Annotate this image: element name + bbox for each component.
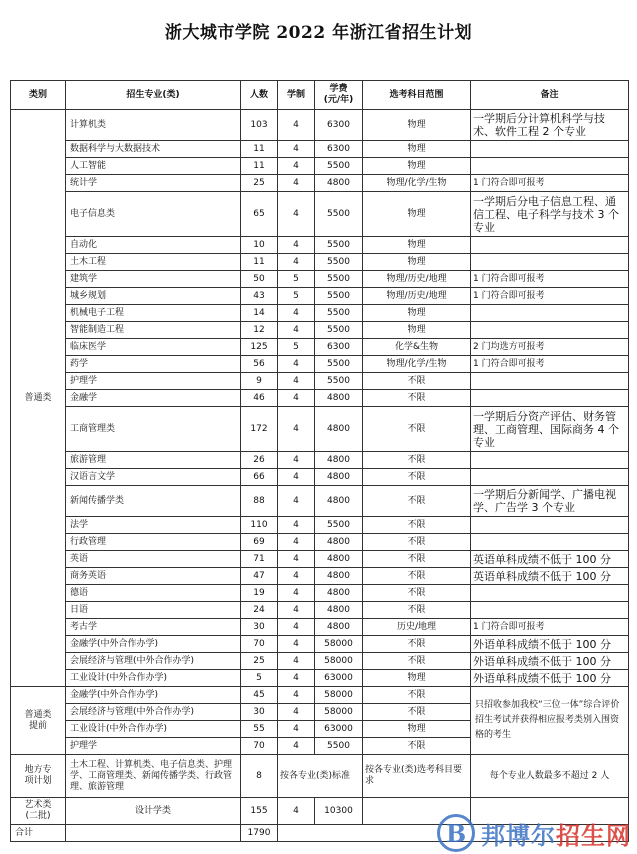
count-cell: 47: [241, 568, 278, 585]
major-cell: 临床医学: [66, 339, 241, 356]
major-cell: 法学: [66, 517, 241, 534]
note-cell: 外语单科成绩不低于 100 分: [471, 653, 629, 670]
note-cell: 1 门符合即可报考: [471, 619, 629, 636]
fee-cell: 58000: [315, 636, 363, 653]
count-cell: 55: [241, 721, 278, 738]
major-cell: 土木工程: [66, 254, 241, 271]
fee-cell: 5500: [315, 322, 363, 339]
note-cell: 一学期后分资产评估、财务管理、工商管理、国际商务 4 个专业: [471, 407, 629, 452]
count-cell: 69: [241, 534, 278, 551]
count-cell: 50: [241, 271, 278, 288]
note-cell: [471, 158, 629, 175]
fee-cell: 5500: [315, 237, 363, 254]
years-cell: 4: [278, 469, 315, 486]
count-cell: 12: [241, 322, 278, 339]
major-cell: 数据科学与大数据技术: [66, 141, 241, 158]
note-cell: [471, 517, 629, 534]
category-total: 合计: [11, 825, 66, 842]
table-row: [11, 254, 629, 271]
count-cell: 46: [241, 390, 278, 407]
fee-cell: 5500: [315, 517, 363, 534]
major-cell: 工业设计(中外合作办学): [66, 721, 241, 738]
fee-cell: 6300: [315, 110, 363, 141]
fee-cell: 4800: [315, 175, 363, 192]
fee-cell: 5500: [315, 192, 363, 237]
subject-cell: 物理/化学/生物: [363, 356, 471, 373]
major-cell: [66, 825, 241, 842]
table-row: [11, 551, 629, 568]
note-cell: [471, 322, 629, 339]
subject-cell: 不限: [363, 687, 471, 704]
years-cell: 4: [278, 721, 315, 738]
years-cell: 4: [278, 798, 315, 825]
fee-cell: 5500: [315, 356, 363, 373]
count-cell: 10: [241, 237, 278, 254]
table-row: [11, 175, 629, 192]
years-cell: 4: [278, 602, 315, 619]
table-row: [11, 305, 629, 322]
fee-cell: 58000: [315, 687, 363, 704]
table-row: [11, 452, 629, 469]
years-cell: 4: [278, 175, 315, 192]
major-cell: 人工智能: [66, 158, 241, 175]
note-cell: 1 门符合即可报考: [471, 288, 629, 305]
years-cell: 4: [278, 192, 315, 237]
note-cell: [471, 390, 629, 407]
years-cell: 4: [278, 141, 315, 158]
count-cell: 19: [241, 585, 278, 602]
major-cell: 金融学: [66, 390, 241, 407]
count-cell: 43: [241, 288, 278, 305]
table-row: [11, 568, 629, 585]
subject-cell: 不限: [363, 452, 471, 469]
count-cell: 8: [241, 755, 278, 798]
count-cell: 30: [241, 704, 278, 721]
subject-cell: 化学&生物: [363, 339, 471, 356]
count-cell: 70: [241, 738, 278, 755]
watermark-text: 邦博尔招生网: [481, 821, 631, 850]
subject-cell: 物理: [363, 254, 471, 271]
fee-cell: 63000: [315, 721, 363, 738]
fee-cell: 4800: [315, 568, 363, 585]
note-cell: 2 门均选方可报考: [471, 339, 629, 356]
major-cell: 商务英语: [66, 568, 241, 585]
years-cell: 4: [278, 687, 315, 704]
major-cell: 土木工程、计算机类、电子信息类、护理学、工商管理类、新闻传播学类、行政管理、旅游管理: [66, 755, 241, 798]
subject-cell: 不限: [363, 602, 471, 619]
major-cell: 金融学(中外合作办学): [66, 687, 241, 704]
subject-cell: 物理: [363, 110, 471, 141]
years-cell: 5: [278, 271, 315, 288]
note-cell: [471, 373, 629, 390]
years-cell: 4: [278, 534, 315, 551]
header-subject: 选考科目范围: [363, 81, 471, 110]
subject-cell: 不限: [363, 653, 471, 670]
header-category: 类别: [11, 81, 66, 110]
major-cell: 电子信息类: [66, 192, 241, 237]
major-cell: 护理学: [66, 738, 241, 755]
table-row: [11, 469, 629, 486]
years-cell: 4: [278, 322, 315, 339]
count-cell: 66: [241, 469, 278, 486]
subject-cell: 物理/历史/地理: [363, 288, 471, 305]
subject-cell: 不限: [363, 636, 471, 653]
subject-cell: 历史/地理: [363, 619, 471, 636]
count-cell: 1790: [241, 825, 278, 842]
note-cell: 外语单科成绩不低于 100 分: [471, 670, 629, 687]
fee-cell: 6300: [315, 339, 363, 356]
subject-cell: 物理/历史/地理: [363, 271, 471, 288]
fee-cell: 4800: [315, 486, 363, 517]
note-cell: 一学期后分计算机科学与技术、软件工程 2 个专业: [471, 110, 629, 141]
count-cell: 155: [241, 798, 278, 825]
table-row: [11, 585, 629, 602]
fee-cell: 58000: [315, 704, 363, 721]
table-header-row: [11, 81, 629, 110]
table-row: [11, 390, 629, 407]
watermark: [437, 814, 631, 852]
header-years: 学制: [278, 81, 315, 110]
note-cell: [471, 534, 629, 551]
table-row: [11, 237, 629, 254]
fee-cell: 5500: [315, 305, 363, 322]
major-cell: 日语: [66, 602, 241, 619]
header-count: 人数: [241, 81, 278, 110]
major-cell: 自动化: [66, 237, 241, 254]
fee-cell: 4800: [315, 551, 363, 568]
note-cell: 外语单科成绩不低于 100 分: [471, 636, 629, 653]
table-row: [11, 322, 629, 339]
major-cell: 会展经济与管理(中外合作办学): [66, 704, 241, 721]
major-cell: 药学: [66, 356, 241, 373]
note-cell: 一学期后分新闻学、广播电视学、广告学 3 个专业: [471, 486, 629, 517]
years-cell: 4: [278, 373, 315, 390]
major-cell: 德语: [66, 585, 241, 602]
note-cell: 英语单科成绩不低于 100 分: [471, 551, 629, 568]
count-cell: 25: [241, 175, 278, 192]
note-cell: [471, 254, 629, 271]
major-cell: 英语: [66, 551, 241, 568]
subject-cell: 物理: [363, 141, 471, 158]
major-cell: 工业设计(中外合作办学): [66, 670, 241, 687]
table-row: [11, 141, 629, 158]
subject-cell: 物理: [363, 322, 471, 339]
subject-cell: 物理: [363, 158, 471, 175]
table-row: [11, 407, 629, 452]
subject-cell: 不限: [363, 551, 471, 568]
note-cell: 1 门符合即可报考: [471, 271, 629, 288]
table-row: [11, 271, 629, 288]
count-cell: 88: [241, 486, 278, 517]
years-cell: 4: [278, 158, 315, 175]
major-cell: 工商管理类: [66, 407, 241, 452]
subject-cell: 不限: [363, 738, 471, 755]
subject-cell: 不限: [363, 568, 471, 585]
subject-cell: 物理: [363, 721, 471, 738]
fee-cell: 4800: [315, 390, 363, 407]
note-cell: 1 门符合即可报考: [471, 175, 629, 192]
years-cell: 4: [278, 704, 315, 721]
note-cell: [471, 452, 629, 469]
note-cell: [471, 585, 629, 602]
years-cell: 4: [278, 585, 315, 602]
count-cell: 26: [241, 452, 278, 469]
count-cell: 14: [241, 305, 278, 322]
table-row: [11, 670, 629, 687]
header-major: 招生专业(类): [66, 81, 241, 110]
count-cell: 30: [241, 619, 278, 636]
table-row: [11, 356, 629, 373]
major-cell: 建筑学: [66, 271, 241, 288]
count-cell: 56: [241, 356, 278, 373]
subject-cell: 不限: [363, 585, 471, 602]
table-row: [11, 534, 629, 551]
years-cell: 4: [278, 407, 315, 452]
fee-cell: 5500: [315, 254, 363, 271]
count-cell: 125: [241, 339, 278, 356]
note-cell: [471, 602, 629, 619]
major-cell: 统计学: [66, 175, 241, 192]
table-row: [11, 602, 629, 619]
table-row: [11, 687, 629, 704]
years-cell: 4: [278, 619, 315, 636]
years-cell: 4: [278, 636, 315, 653]
major-cell: 汉语言文学: [66, 469, 241, 486]
count-cell: 25: [241, 653, 278, 670]
fee-cell: 4800: [315, 534, 363, 551]
years-cell: 4: [278, 390, 315, 407]
fee-cell: 5500: [315, 373, 363, 390]
table-row: [11, 517, 629, 534]
years-cell: 4: [278, 653, 315, 670]
fee-cell: 4800: [315, 619, 363, 636]
subject-cell: 物理: [363, 237, 471, 254]
years-cell: 4: [278, 452, 315, 469]
count-cell: 172: [241, 407, 278, 452]
major-cell: 城乡规划: [66, 288, 241, 305]
years-cell: 4: [278, 356, 315, 373]
category-advance: 普通类 提前: [11, 687, 66, 755]
fee-cell: 10300: [315, 798, 363, 825]
subject-cell: 按各专业(类)选考科目要求: [363, 755, 471, 798]
count-cell: 71: [241, 551, 278, 568]
table-row: [11, 486, 629, 517]
enrollment-table: [10, 80, 629, 842]
table-row: [11, 288, 629, 305]
years-cell: 4: [278, 254, 315, 271]
subject-cell: 物理: [363, 670, 471, 687]
fee-cell: 5500: [315, 288, 363, 305]
count-cell: 11: [241, 158, 278, 175]
table-row: [11, 110, 629, 141]
subject-cell: 物理: [363, 305, 471, 322]
years-cell: 4: [278, 568, 315, 585]
table-row: [11, 619, 629, 636]
subject-cell: 不限: [363, 407, 471, 452]
note-cell: 每个专业人数最多不超过 2 人: [471, 755, 629, 798]
subject-cell: 物理: [363, 192, 471, 237]
note-cell: [471, 305, 629, 322]
note-cell: [471, 469, 629, 486]
subject-cell: 物理/化学/生物: [363, 175, 471, 192]
major-cell: 新闻传播学类: [66, 486, 241, 517]
years-cell: 4: [278, 738, 315, 755]
fee-cell: 5500: [315, 158, 363, 175]
fee-cell: 4800: [315, 585, 363, 602]
watermark-logo-icon: B: [437, 814, 475, 852]
header-note: 备注: [471, 81, 629, 110]
advance-note-cell: 只招收参加我校“三位一体”综合评价招生考试并获得相应报考类别入围资格的考生: [471, 687, 629, 755]
table-row: [11, 653, 629, 670]
subject-cell: 不限: [363, 390, 471, 407]
fee-cell: 4800: [315, 407, 363, 452]
count-cell: 5: [241, 670, 278, 687]
major-cell: 设计学类: [66, 798, 241, 825]
subject-cell: 不限: [363, 517, 471, 534]
count-cell: 65: [241, 192, 278, 237]
fee-cell: 4800: [315, 469, 363, 486]
subject-cell: 不限: [363, 486, 471, 517]
years-cell: 4: [278, 486, 315, 517]
fee-cell: 6300: [315, 141, 363, 158]
years-cell: 5: [278, 288, 315, 305]
subject-cell: 不限: [363, 704, 471, 721]
major-cell: 考古学: [66, 619, 241, 636]
major-cell: 金融学(中外合作办学): [66, 636, 241, 653]
count-cell: 45: [241, 687, 278, 704]
category-local: 地方专 项计划: [11, 755, 66, 798]
years-cell: 4: [278, 517, 315, 534]
years-cell: 4: [278, 110, 315, 141]
table-row: [11, 373, 629, 390]
subject-cell: 不限: [363, 469, 471, 486]
header-fee: 学费 (元/年): [315, 81, 363, 110]
note-cell: 英语单科成绩不低于 100 分: [471, 568, 629, 585]
years-cell: 4: [278, 237, 315, 254]
category-art: 艺术类 (二批): [11, 798, 66, 825]
fee-cell: 4800: [315, 452, 363, 469]
count-cell: 110: [241, 517, 278, 534]
count-cell: 9: [241, 373, 278, 390]
major-cell: 智能制造工程: [66, 322, 241, 339]
table-row: [11, 192, 629, 237]
subject-cell: 不限: [363, 373, 471, 390]
fee-cell: 63000: [315, 670, 363, 687]
years-cell: 4: [278, 670, 315, 687]
major-cell: 会展经济与管理(中外合作办学): [66, 653, 241, 670]
count-cell: 24: [241, 602, 278, 619]
count-cell: 11: [241, 254, 278, 271]
years-cell: 5: [278, 339, 315, 356]
fee-cell: 4800: [315, 602, 363, 619]
count-cell: 70: [241, 636, 278, 653]
note-cell: [471, 141, 629, 158]
page-title: 浙大城市学院 2022 年浙江省招生计划: [164, 23, 473, 43]
note-cell: [471, 237, 629, 254]
fee-cell: 5500: [315, 271, 363, 288]
note-cell: 1 门符合即可报考: [471, 356, 629, 373]
table-row: [11, 158, 629, 175]
table-row: [11, 339, 629, 356]
years-cell: 4: [278, 305, 315, 322]
table-row-local: [11, 755, 629, 798]
major-cell: 计算机类: [66, 110, 241, 141]
fee-cell: 5500: [315, 738, 363, 755]
major-cell: 旅游管理: [66, 452, 241, 469]
note-cell: 一学期后分电子信息工程、通信工程、电子科学与技术 3 个专业: [471, 192, 629, 237]
table-row: [11, 636, 629, 653]
years-cell: 4: [278, 551, 315, 568]
fee-cell: 按各专业(类)标准: [278, 755, 363, 798]
fee-cell: 58000: [315, 653, 363, 670]
major-cell: 护理学: [66, 373, 241, 390]
subject-cell: 不限: [363, 534, 471, 551]
count-cell: 11: [241, 141, 278, 158]
count-cell: 103: [241, 110, 278, 141]
major-cell: 行政管理: [66, 534, 241, 551]
category-general: 普通类: [11, 110, 66, 687]
major-cell: 机械电子工程: [66, 305, 241, 322]
